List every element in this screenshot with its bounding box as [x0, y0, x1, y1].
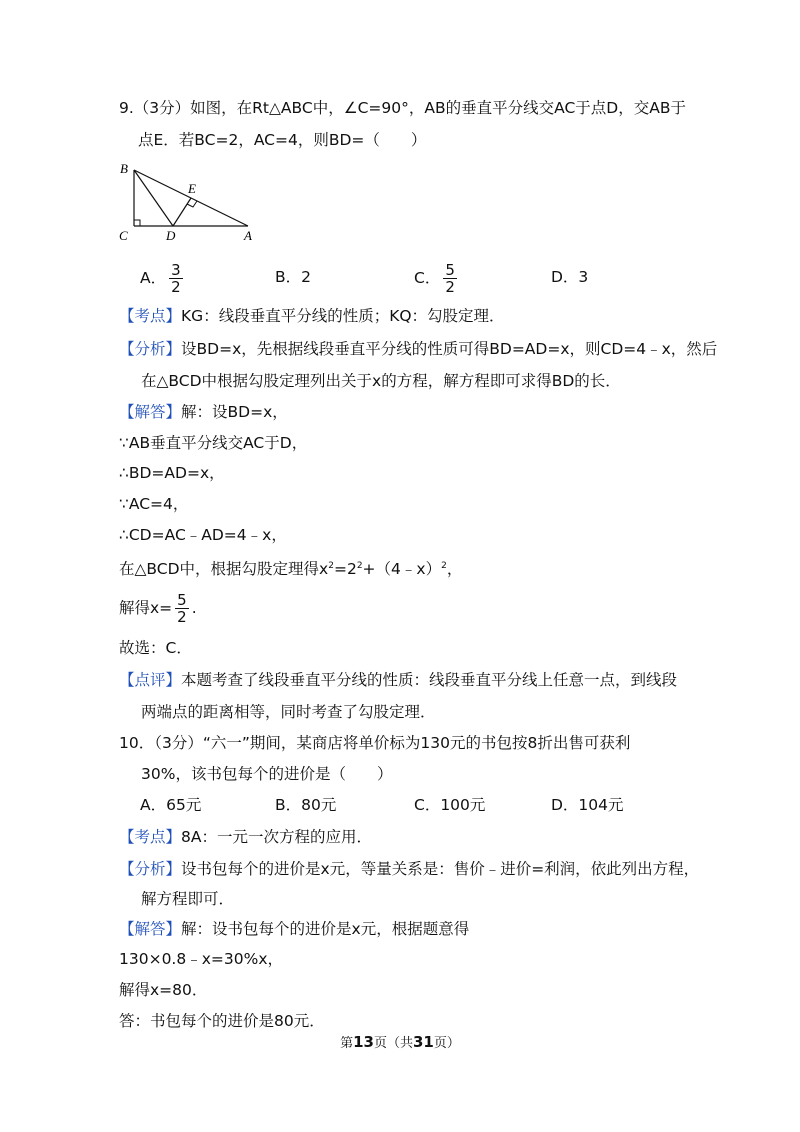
q9-option-c-letter: C． — [414, 269, 441, 287]
q9-step2: ∴BD=AD=x， — [119, 464, 225, 482]
fraction-numerator: 3 — [171, 261, 181, 279]
jieda-text: 解：设BD=x， — [181, 403, 288, 421]
footer-suffix: 页） — [433, 1036, 460, 1051]
q10-option-d: D．104元 — [551, 796, 624, 814]
q9-option-a-fraction — [169, 262, 183, 295]
q10-kaodian — [119, 826, 372, 848]
kaodian-text: KG：线段垂直平分线的性质；KQ：勾股定理． — [181, 307, 505, 325]
q10-step3: 答：书包每个的进价是80元． — [119, 1012, 325, 1030]
footer-prefix: 第 — [340, 1036, 354, 1051]
q9-triangle-figure — [116, 160, 266, 244]
fraction-denominator: 2 — [171, 278, 181, 296]
q9-option-b: B．2 — [275, 268, 311, 286]
solution-fraction — [175, 592, 189, 625]
page-number: 13 — [353, 1033, 374, 1051]
jieda-tag: 【解答】 — [119, 403, 182, 421]
q10-option-a: A．65元 — [140, 796, 202, 814]
q10-fenxi-line1 — [119, 858, 699, 880]
q9-step5 — [119, 555, 462, 580]
q9-dianping-line2: 两端点的距离相等，同时考查了勾股定理． — [141, 703, 436, 721]
kaodian-tag: 【考点】 — [119, 828, 182, 846]
q9-kaodian — [119, 305, 505, 327]
q9-step4: ∴CD=AC﹣AD=4﹣x， — [119, 526, 287, 544]
q9-step6 — [119, 592, 197, 625]
equation-part: =2 — [333, 560, 357, 578]
right-angle-mark-c — [134, 220, 140, 226]
exponent: 2 — [328, 561, 334, 571]
label-b: B — [120, 161, 128, 176]
q9-option-c-fraction — [443, 262, 457, 295]
fraction-numerator: 5 — [177, 591, 187, 609]
exponent: 2 — [356, 561, 363, 571]
equation-part: +（4﹣x） — [362, 560, 442, 578]
q9-fenxi-line1 — [119, 338, 717, 360]
fenxi-text: 设书包每个的进价是x元，等量关系是：售价﹣进价=利润，依此列出方程， — [181, 860, 700, 878]
fraction-numerator: 5 — [445, 261, 455, 279]
q9-jieda — [119, 401, 288, 423]
q9-option-a-letter: A． — [140, 269, 167, 287]
q9-option-d: D．3 — [551, 268, 589, 286]
label-c: C — [119, 228, 128, 243]
q10-stem-line2: 30%，该书包每个的进价是（ ） — [141, 765, 393, 783]
fenxi-text: 设BD=x，先根据线段垂直平分线的性质可得BD=AD=x，则CD=4﹣x，然后 — [181, 340, 718, 358]
q10-stem-line1: 10．（3分）“六一”期间，某商店将单价标为130元的书包按8折出售可获利 — [119, 734, 631, 752]
q10-jieda — [119, 918, 469, 940]
fenxi-tag: 【分析】 — [119, 340, 182, 358]
q10-option-b: B．80元 — [275, 796, 337, 814]
q9-stem-line2: 点E．若BC=2，AC=4，则BD=（ ） — [138, 131, 427, 149]
segment-de — [173, 198, 191, 226]
jieda-tag: 【解答】 — [119, 920, 182, 938]
footer-middle: 页（共 — [373, 1036, 413, 1051]
solution-prefix: 解得x= — [119, 599, 173, 617]
q10-option-c: C．100元 — [414, 796, 486, 814]
q9-option-c — [414, 262, 460, 295]
label-a: A — [244, 228, 252, 243]
kaodian-text: 8A：一元一次方程的应用． — [181, 828, 372, 846]
q9-step3: ∵AC=4， — [119, 495, 189, 513]
q9-step1: ∵AB垂直平分线交AC于D， — [119, 434, 308, 452]
q9-option-a — [140, 262, 186, 295]
label-e: E — [188, 181, 196, 196]
q9-dianping-line1 — [119, 669, 677, 691]
solution-suffix: . — [191, 599, 197, 617]
label-d: D — [166, 228, 176, 243]
fenxi-tag: 【分析】 — [119, 860, 182, 878]
q9-step7: 故选：C． — [119, 639, 192, 657]
equation-part: 在△BCD中，根据勾股定理得x — [119, 560, 329, 578]
dianping-tag: 【点评】 — [119, 671, 182, 689]
dianping-text: 本题考查了线段垂直平分线的性质：线段垂直平分线上任意一点，到线段 — [181, 671, 678, 689]
kaodian-tag: 【考点】 — [119, 307, 182, 325]
jieda-text: 解：设书包每个的进价是x元，根据题意得 — [181, 920, 470, 938]
q10-step1: 130×0.8﹣x=30%x， — [119, 950, 284, 968]
segment-bd — [134, 170, 173, 226]
q10-fenxi-line2: 解方程即可． — [141, 890, 235, 908]
fraction-denominator: 2 — [177, 608, 187, 626]
exponent: 2 — [441, 561, 447, 571]
q9-fenxi-line2: 在△BCD中根据勾股定理列出关于x的方程，解方程即可求得BD的长． — [141, 372, 621, 390]
q9-stem-line1: 9.（3分）如图，在Rt△ABC中，∠C=90°，AB的垂直平分线交AC于点D，交AB于 — [119, 99, 686, 117]
fraction-denominator: 2 — [445, 278, 455, 296]
page-footer — [0, 1032, 800, 1051]
equation-part: ， — [446, 560, 463, 578]
q10-step2: 解得x=80． — [119, 981, 208, 999]
total-pages: 31 — [413, 1033, 434, 1051]
